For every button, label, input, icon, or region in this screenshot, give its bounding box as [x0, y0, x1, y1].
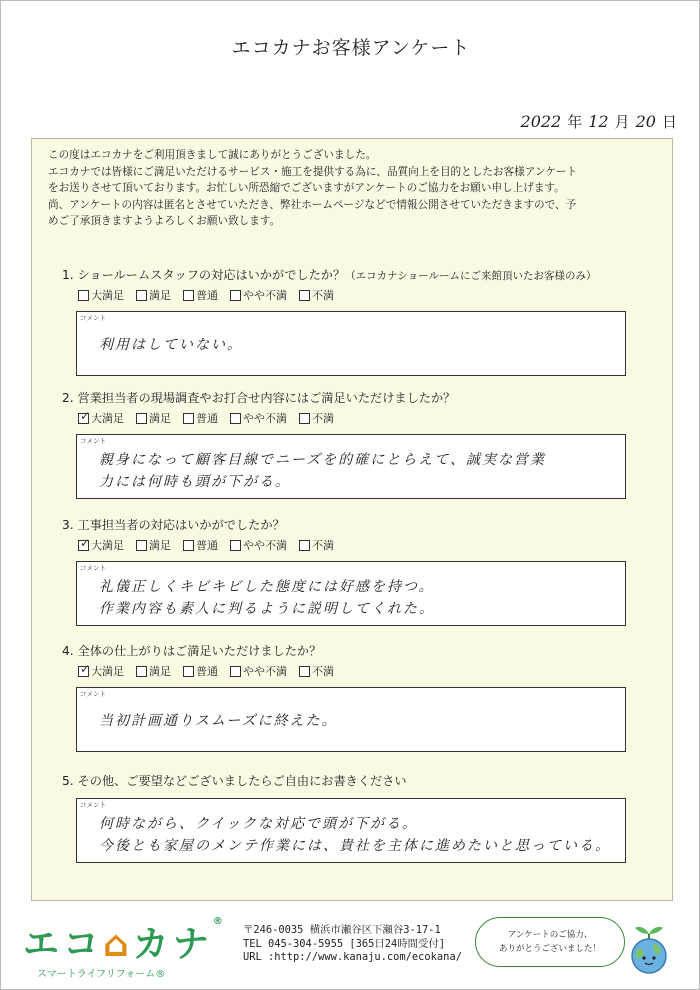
comment-line: 当初計画通りスムーズに終えた。 — [99, 713, 338, 729]
address-line: 〒246-0035 横浜市瀬谷区下瀬谷3-17-1 — [243, 924, 441, 936]
rating-label: 満足 — [149, 539, 171, 552]
question-note: （エコカナショールームにご来館頂いたお客様のみ） — [345, 270, 597, 282]
rating-label: やや不満 — [243, 289, 287, 302]
handwritten-comment — [99, 710, 338, 732]
rating-option[interactable] — [136, 410, 171, 426]
rating-option[interactable] — [299, 287, 334, 303]
comment-box[interactable] — [76, 434, 626, 499]
checkbox[interactable] — [136, 290, 147, 301]
logo-wordmark — [23, 916, 227, 967]
comment-line: 力には何時も頭が下がる。 — [99, 474, 291, 490]
logo-part3: カナ — [132, 924, 213, 965]
rating-label: やや不満 — [243, 665, 287, 678]
rating-label: 普通 — [196, 412, 218, 425]
checkbox[interactable] — [230, 290, 241, 301]
rating-option[interactable] — [136, 537, 171, 553]
comment-label: コメント — [80, 801, 106, 809]
rating-option[interactable] — [299, 663, 334, 679]
bubble-line: アンケートのご協力、 — [507, 930, 593, 940]
checkbox[interactable] — [299, 666, 310, 677]
comment-box[interactable] — [76, 311, 626, 376]
rating-option[interactable] — [183, 287, 218, 303]
comment-line: 今後とも家屋のメンテ作業には、貴社を主体に進めたいと思っている。 — [99, 838, 611, 854]
rating-label: 満足 — [149, 665, 171, 678]
rating-label: 満足 — [149, 289, 171, 302]
thanks-bubble — [475, 917, 625, 967]
rating-label: 満足 — [149, 412, 171, 425]
rating-options — [78, 287, 334, 303]
logo-subtitle: スマートライフリフォーム® — [37, 969, 166, 980]
rating-option[interactable] — [299, 537, 334, 553]
address-url[interactable]: URL :http://www.kanaju.com/ecokana/ — [243, 951, 462, 963]
comment-label: コメント — [80, 564, 106, 572]
intro-text — [48, 147, 663, 230]
comment-line: 親身になって顧客目線でニーズを的確にとらえて、誠実な営業 — [99, 452, 547, 468]
checkmark-icon: ✓ — [80, 408, 91, 423]
question-text: 4. 全体の仕上がりはご満足いただけましたか？ — [62, 644, 322, 658]
rating-option[interactable] — [136, 287, 171, 303]
date-month-unit: 月 — [614, 113, 630, 131]
rating-option[interactable] — [183, 663, 218, 679]
rating-option[interactable] — [230, 537, 287, 553]
comment-line: 利用はしていない。 — [99, 337, 243, 353]
comment-label: コメント — [80, 437, 106, 445]
globe-mascot-icon — [623, 920, 675, 976]
rating-option[interactable] — [78, 287, 124, 303]
intro-line: エコカナでは皆様にご満足いただけるサービス・施工を提供する為に、品質向上を目的としたお客様アンケート — [48, 165, 578, 178]
rating-label: 普通 — [196, 665, 218, 678]
checkbox[interactable] — [183, 413, 194, 424]
comment-box[interactable] — [76, 561, 626, 626]
question-text: 5. その他、ご要望などございましたらご自由にお書きください — [62, 774, 407, 788]
question-1 — [62, 266, 597, 283]
date-year: 2022 — [520, 112, 562, 131]
handwritten-comment — [99, 334, 243, 356]
question-text: 2. 営業担当者の現場調査やお打合せ内容にはご満足いただけましたか？ — [62, 391, 456, 405]
checkbox[interactable] — [78, 661, 91, 677]
rating-option[interactable] — [299, 410, 334, 426]
checkbox[interactable] — [299, 540, 310, 551]
handwritten-comment — [99, 449, 546, 493]
checkbox[interactable] — [299, 290, 310, 301]
checkbox[interactable] — [78, 290, 89, 301]
comment-label: コメント — [80, 690, 106, 698]
logo-reg: ® — [212, 916, 227, 927]
rating-label: 不満 — [312, 539, 334, 552]
survey-date — [521, 111, 677, 132]
ecokana-logo — [23, 916, 227, 980]
rating-label: 普通 — [196, 289, 218, 302]
house-icon: ⌂ — [103, 924, 133, 965]
date-day: 20 — [635, 112, 656, 131]
rating-option[interactable] — [183, 537, 218, 553]
intro-line: めご了承頂きますようよろしくお願い致します。 — [48, 215, 281, 227]
checkbox[interactable] — [136, 540, 147, 551]
date-month: 12 — [588, 112, 609, 131]
comment-box[interactable] — [76, 798, 626, 863]
checkmark-icon: ✓ — [80, 535, 91, 550]
question-4 — [62, 642, 321, 659]
rating-label: やや不満 — [243, 539, 287, 552]
checkbox[interactable] — [136, 666, 147, 677]
rating-label: 不満 — [312, 289, 334, 302]
rating-option[interactable] — [78, 537, 124, 553]
page-title: エコカナお客様アンケート — [231, 37, 471, 59]
date-year-unit: 年 — [567, 113, 583, 131]
handwritten-comment — [99, 813, 611, 857]
question-text: 1. ショールームスタッフの対応はいかがでしたか？ — [62, 268, 346, 282]
address-line: TEL 045-304-5955 [365日24時間受付] — [243, 937, 446, 950]
date-day-unit: 日 — [661, 113, 677, 131]
rating-option[interactable] — [78, 663, 124, 679]
comment-line: 何時ながら、クイックな対応で頭が下がる。 — [99, 816, 419, 832]
logo-part1: エコ — [23, 924, 104, 965]
rating-option[interactable] — [183, 410, 218, 426]
rating-options — [78, 663, 334, 679]
comment-box[interactable] — [76, 687, 626, 752]
comment-line: 礼儀正しくキビキビした態度には好感を持つ。 — [99, 579, 435, 595]
checkbox[interactable] — [78, 535, 91, 551]
survey-panel — [31, 138, 673, 901]
rating-label: 普通 — [196, 539, 218, 552]
footer — [1, 906, 700, 990]
rating-options — [78, 537, 334, 553]
rating-option[interactable] — [136, 663, 171, 679]
rating-option[interactable] — [230, 663, 287, 679]
rating-label: 大満足 — [91, 665, 124, 678]
rating-label: 不満 — [312, 665, 334, 678]
checkbox[interactable] — [230, 666, 241, 677]
rating-option[interactable] — [78, 410, 124, 426]
intro-line: 尚、アンケートの内容は匿名とさせていただき、弊社ホームページなどで情報公開させていただきますので、予 — [48, 198, 577, 211]
question-3 — [62, 516, 285, 533]
checkmark-icon: ✓ — [80, 661, 91, 676]
rating-label: 不満 — [312, 412, 334, 425]
rating-label: 大満足 — [91, 412, 124, 425]
intro-line: この度はエコカナをご利用頂きまして誠にありがとうございました。 — [48, 149, 377, 161]
rating-option[interactable] — [230, 410, 287, 426]
checkbox[interactable] — [299, 413, 310, 424]
question-2 — [62, 389, 455, 406]
comment-line: 作業内容も素人に判るように説明してくれた。 — [99, 601, 435, 617]
bubble-line: ありがとうございました！ — [498, 944, 601, 954]
comment-label: コメント — [80, 314, 106, 322]
checkbox[interactable] — [183, 290, 194, 301]
checkbox[interactable] — [136, 413, 147, 424]
checkbox[interactable] — [230, 413, 241, 424]
checkbox[interactable] — [183, 540, 194, 551]
rating-label: 大満足 — [91, 539, 124, 552]
rating-label: 大満足 — [91, 289, 124, 302]
rating-label: やや不満 — [243, 412, 287, 425]
checkbox[interactable] — [183, 666, 194, 677]
handwritten-comment — [99, 576, 435, 620]
question-text: 3. 工事担当者の対応はいかがでしたか？ — [62, 518, 285, 532]
rating-options — [78, 410, 334, 426]
checkbox[interactable] — [230, 540, 241, 551]
intro-line: をお送りさせて頂いております。お忙しい所恐縮でございますがアンケートのご協力をお願い申し上げます。 — [48, 182, 565, 194]
company-address — [243, 924, 462, 965]
rating-option[interactable] — [230, 287, 287, 303]
question-5 — [62, 772, 407, 789]
checkbox[interactable] — [78, 408, 91, 424]
